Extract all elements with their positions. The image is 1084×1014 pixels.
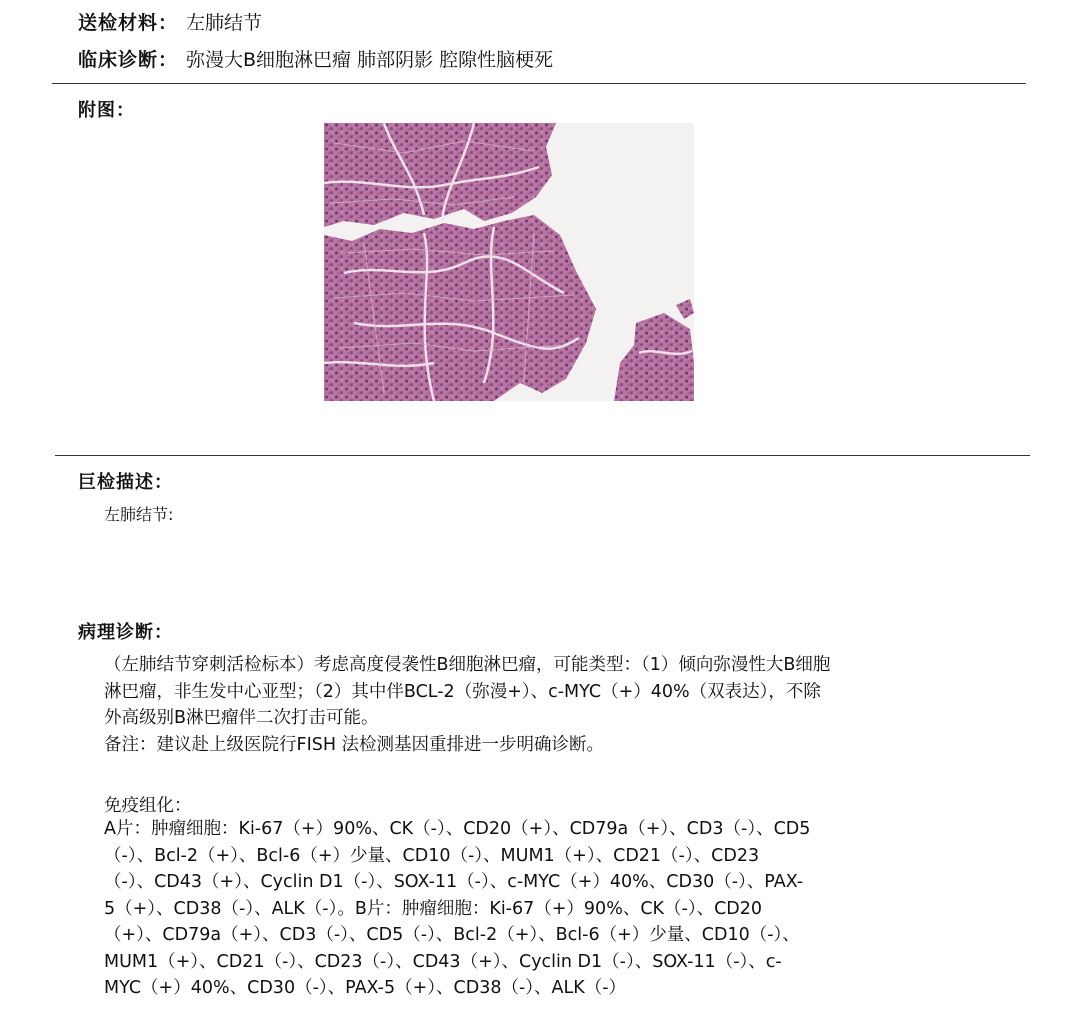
ihc-title: 免疫组化： — [104, 796, 192, 816]
clinical-diagnosis-row — [78, 45, 553, 72]
specimen-row — [78, 8, 262, 35]
ihc-paragraph — [104, 816, 1004, 1002]
diagnosis-line: 淋巴瘤，非生发中心亚型；（2）其中伴BCL-2（弥漫+）、c-MYC（+）40%（双表达），不除 — [104, 681, 821, 702]
ihc-line: （-）、CD43（+）、Cyclin D1（-）、SOX-11（-）、c-MYC（+）40%、CD30（-）、PAX- — [104, 872, 804, 892]
ihc-line: MUM1（+）、CD21（-）、CD23（-）、CD43（+）、Cyclin D1（-）、SOX-11（-）、c- — [104, 951, 782, 972]
specimen-value: 左肺结节 — [186, 12, 263, 34]
figure-divider — [55, 455, 1030, 456]
diagnosis-line: 外高级别B淋巴瘤伴二次打击可能。 — [104, 708, 379, 728]
remark-line: 备注：建议赴上级医院行FISH 法检测基因重排进一步明确诊断。 — [104, 734, 605, 755]
diagnosis-paragraph — [104, 652, 1004, 758]
pathology-diagnosis-title: 病理诊断： — [78, 622, 173, 643]
ihc-line: A片：肿瘤细胞：Ki-67（+）90%、CK（-）、CD20（+）、CD79a（+）、CD3（-）、CD5 — [104, 819, 811, 839]
header-divider — [52, 83, 1026, 84]
diagnosis-line: （左肺结节穿刺活检标本）考虑高度侵袭性B细胞淋巴瘤，可能类型：（1）倾向弥漫性大B细胞 — [104, 655, 831, 675]
ihc-line: 5（+）、CD38（-）、ALK（-）。B片：肿瘤细胞：Ki-67（+）90%、CK（-）、CD20 — [104, 898, 763, 919]
gross-description-title: 巨检描述： — [78, 472, 173, 493]
ihc-line: （-）、Bcl-2（+）、Bcl-6（+）少量、CD10（-）、MUM1（+）、CD21（-）、CD23 — [104, 845, 760, 866]
figure-title: 附图： — [78, 100, 135, 121]
histology-image — [324, 123, 694, 401]
ihc-line: （+）、CD79a（+）、CD3（-）、CD5（-）、Bcl-2（+）、Bcl-6（+）少量、CD10（-）、 — [104, 925, 800, 945]
ihc-line: MYC（+）40%、CD30（-）、PAX-5（+）、CD38（-）、ALK（-） — [104, 978, 627, 998]
gross-description-text: 左肺结节: — [104, 505, 174, 524]
clinical-diagnosis-value: 弥漫大B细胞淋巴瘤 肺部阴影 腔隙性脑梗死 — [186, 49, 554, 71]
clinical-diagnosis-label: 临床诊断： — [78, 49, 179, 71]
specimen-label: 送检材料： — [78, 12, 179, 34]
